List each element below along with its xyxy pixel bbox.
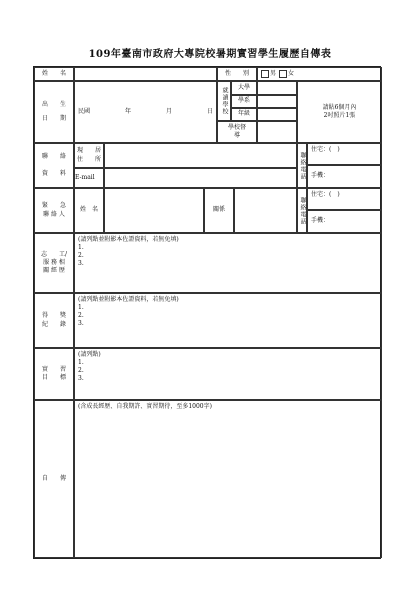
emergency-contact-label: 緊 急 聯 絡 人 <box>34 188 74 233</box>
email-label: E-mail <box>74 168 104 188</box>
internship-goals-label: 實 習 目 標 <box>34 348 74 400</box>
school-label: 就讀學校 <box>217 81 231 121</box>
autobiography-label: 自 傳 <box>34 400 74 558</box>
autobiography-note: (含成長經歷、自我期許、實習期待，至多1000字) <box>78 403 212 410</box>
contact-home-phone-field[interactable]: 住宅：( ) <box>307 143 382 165</box>
volunteer-experience-field[interactable] <box>74 233 382 293</box>
list-item: 1. <box>78 304 84 312</box>
emergency-relation-field[interactable] <box>234 188 297 233</box>
name-label: 姓 名 <box>34 67 74 81</box>
female-checkbox[interactable] <box>279 70 287 78</box>
school-university-field[interactable] <box>257 81 297 95</box>
volunteer-note: (請列點並附影本佐證資料，若無免填) <box>78 236 179 243</box>
internship-goals-field[interactable] <box>74 348 382 400</box>
resume-form <box>33 66 381 559</box>
list-item: 2. <box>78 367 84 375</box>
gender-options: 男 女 <box>257 67 382 81</box>
page-title: 109年臺南市政府大專院校暑期實習學生履歷自傳表 <box>88 49 332 60</box>
autobiography-field[interactable] <box>74 400 382 558</box>
volunteer-experience-label: 志 工/ 服 務 相 關 經 歷 <box>34 233 74 293</box>
emergency-phone-label: 聯絡電話 <box>297 188 307 233</box>
list-item: 1. <box>78 359 84 367</box>
emergency-name-field[interactable] <box>104 188 204 233</box>
male-checkbox[interactable] <box>261 70 269 78</box>
list-item: 3. <box>78 260 84 268</box>
list-item: 3. <box>78 375 84 383</box>
school-department-field[interactable] <box>257 95 297 108</box>
goals-note: (請列點) <box>78 351 101 358</box>
email-field[interactable] <box>104 168 297 188</box>
school-department-label: 學系 <box>231 95 257 108</box>
school-grade-label: 年級 <box>231 108 257 121</box>
emergency-mobile-field[interactable]: 手機： <box>307 210 382 233</box>
supervisor-label: 學校督導 <box>217 121 257 143</box>
awards-note: (請列點並附影本佐證資料，若無免填) <box>78 296 179 303</box>
emergency-name-label: 姓 名 <box>74 188 104 233</box>
list-item: 3. <box>78 320 84 328</box>
awards-field[interactable] <box>74 293 382 348</box>
contact-phone-label: 聯絡電話 <box>297 143 307 188</box>
emergency-home-phone-field[interactable]: 住宅：( ) <box>307 188 382 210</box>
school-grade-field[interactable] <box>257 108 297 121</box>
list-item: 2. <box>78 312 84 320</box>
awards-label: 得 獎 紀 錄 <box>34 293 74 348</box>
emergency-relation-label: 關係 <box>204 188 234 233</box>
contact-label: 聯 絡 資 料 <box>34 143 74 188</box>
name-field[interactable] <box>74 67 217 81</box>
gender-label: 性 別 <box>217 67 257 81</box>
school-university-label: 大學 <box>231 81 257 95</box>
photo-box[interactable]: 請貼6個月內 2吋照片1張 <box>297 81 382 143</box>
address-field[interactable] <box>104 143 297 168</box>
birth-date-field[interactable]: 民國 年 月 日 <box>74 81 217 143</box>
supervisor-field[interactable] <box>257 121 297 143</box>
contact-mobile-field[interactable]: 手機： <box>307 165 382 188</box>
list-item: 1. <box>78 244 84 252</box>
birth-date-label: 出 生 日 期 <box>34 81 74 143</box>
list-item: 2. <box>78 252 84 260</box>
address-label: 現 居 住 所 <box>74 143 104 168</box>
